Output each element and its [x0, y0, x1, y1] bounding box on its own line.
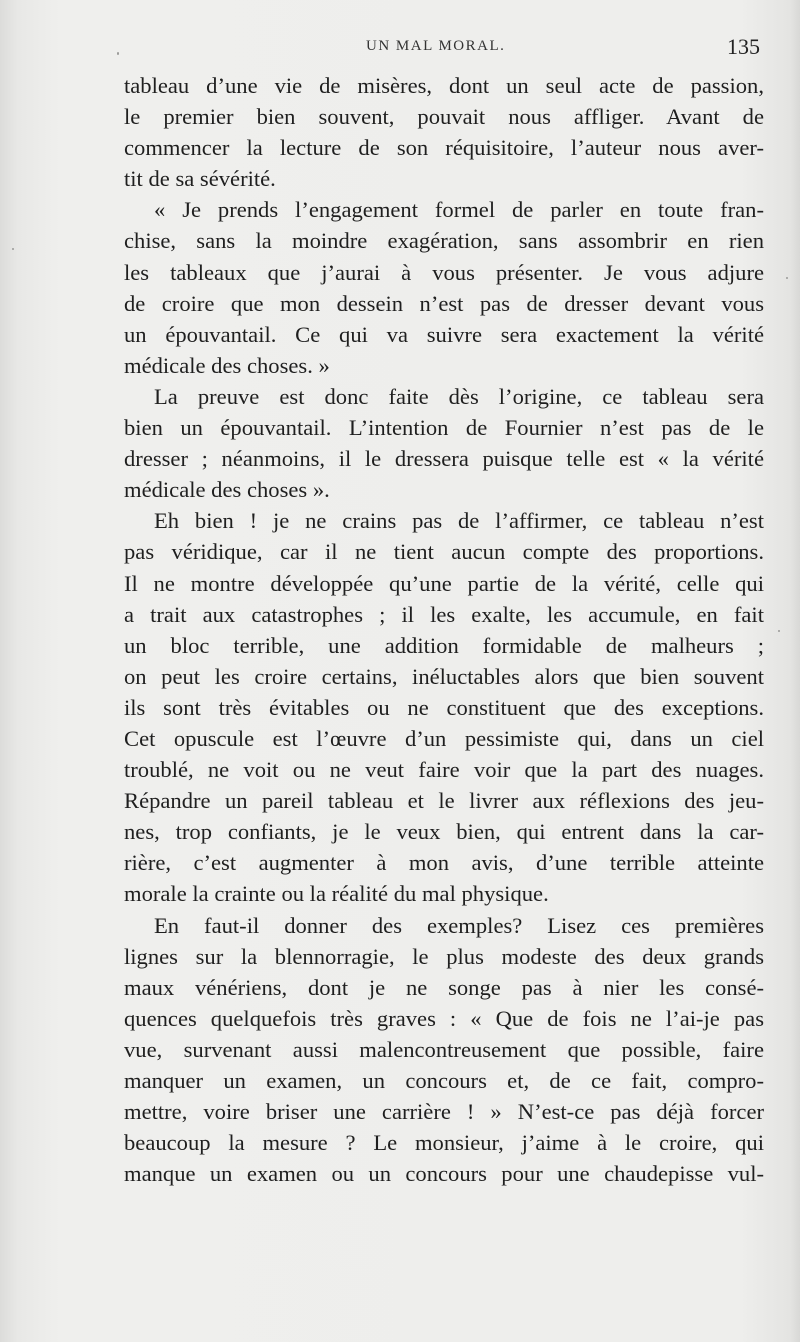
- text-line: Cet opuscule est l’œuvre d’un pessimiste qui, dans un ciel: [124, 725, 764, 751]
- text-line: tit de sa sévérité.: [124, 166, 276, 192]
- text-line: chise, sans la moindre exagération, sans assombrir en rien: [124, 228, 764, 254]
- text-line: beaucoup la mesure ? Le monsieur, j’aime à le croire, qui: [124, 1130, 764, 1156]
- text-line: le premier bien souvent, pouvait nous affliger. Avant de: [124, 104, 764, 130]
- paper-speck: [778, 630, 780, 632]
- text-line: La preuve est donc faite dès l’origine, ce tableau sera: [154, 383, 764, 409]
- text-line: de croire que mon dessein n’est pas de dresser devant vous: [124, 290, 764, 316]
- text-line: un bloc terrible, une addition formidable de malheurs ;: [124, 632, 764, 658]
- text-line: quences quelquefois très graves : « Que de fois ne l’ai-je pas: [124, 1005, 764, 1031]
- text-line: pas véridique, car il ne tient aucun compte des proportions.: [124, 539, 764, 565]
- text-line: Répandre un pareil tableau et le livrer aux réflexions des jeu-: [124, 788, 764, 814]
- text-line: dresser ; néanmoins, il le dressera puisque telle est « la vérité: [124, 446, 764, 472]
- text-line: lignes sur la blennorragie, le plus modeste des deux grands: [124, 943, 764, 969]
- text-line: commencer la lecture de son réquisitoire, l’auteur nous aver-: [124, 135, 764, 161]
- text-line: maux vénériens, dont je ne songe pas à nier les consé-: [124, 974, 764, 1000]
- text-line: rière, c’est augmenter à mon avis, d’une terrible atteinte: [124, 850, 764, 876]
- page-header: [0, 34, 800, 64]
- paper-speck: [117, 52, 119, 55]
- paper-speck: [786, 277, 788, 279]
- text-line: manquer un examen, un concours et, de ce fait, compro-: [124, 1068, 764, 1093]
- text-line: médicale des choses ».: [124, 477, 330, 503]
- text-line: ils sont très évitables ou ne constituent que des exceptions.: [124, 694, 764, 720]
- text-line: vue, survenant aussi malencontreusement que possible, faire: [124, 1036, 764, 1062]
- text-line: un épouvantail. Ce qui va suivre sera exactement la vérité: [124, 321, 764, 347]
- running-title: UN MAL MORAL.: [366, 38, 506, 54]
- text-line: « Je prends l’engagement formel de parler en toute fran-: [154, 197, 764, 223]
- text-line: on peut les croire certains, inéluctables alors que bien souvent: [124, 663, 764, 689]
- text-line: les tableaux que j’aurai à vous présenter. Je vous adjure: [124, 259, 764, 285]
- text-line: En faut-il donner des exemples? Lisez ces premières: [154, 912, 764, 938]
- text-line: a trait aux catastrophes ; il les exalte, les accumule, en fait: [124, 601, 764, 627]
- paper-speck: [12, 248, 14, 250]
- text-line: Eh bien ! je ne crains pas de l’affirmer, ce tableau n’est: [154, 508, 764, 534]
- text-line: médicale des choses. »: [124, 352, 330, 378]
- text-line: troublé, ne voit ou ne veut faire voir que la part des nuages.: [124, 757, 764, 783]
- text-line: manque un examen ou un concours pour une chaudepisse vul-: [124, 1161, 764, 1187]
- text-line: nes, trop confiants, je le veux bien, qui entrent dans la car-: [124, 819, 764, 845]
- body-text: [124, 70, 764, 1189]
- text-line: morale la crainte ou la réalité du mal physique.: [124, 881, 549, 907]
- text-line: mettre, voire briser une carrière ! » N’est-ce pas déjà forcer: [124, 1099, 764, 1125]
- page-number: 135: [727, 34, 760, 59]
- text-line: bien un épouvantail. L’intention de Fournier n’est pas de le: [124, 415, 764, 441]
- text-line: tableau d’une vie de misères, dont un seul acte de passion,: [124, 73, 764, 98]
- text-line: Il ne montre développée qu’une partie de la vérité, celle qui: [124, 570, 764, 596]
